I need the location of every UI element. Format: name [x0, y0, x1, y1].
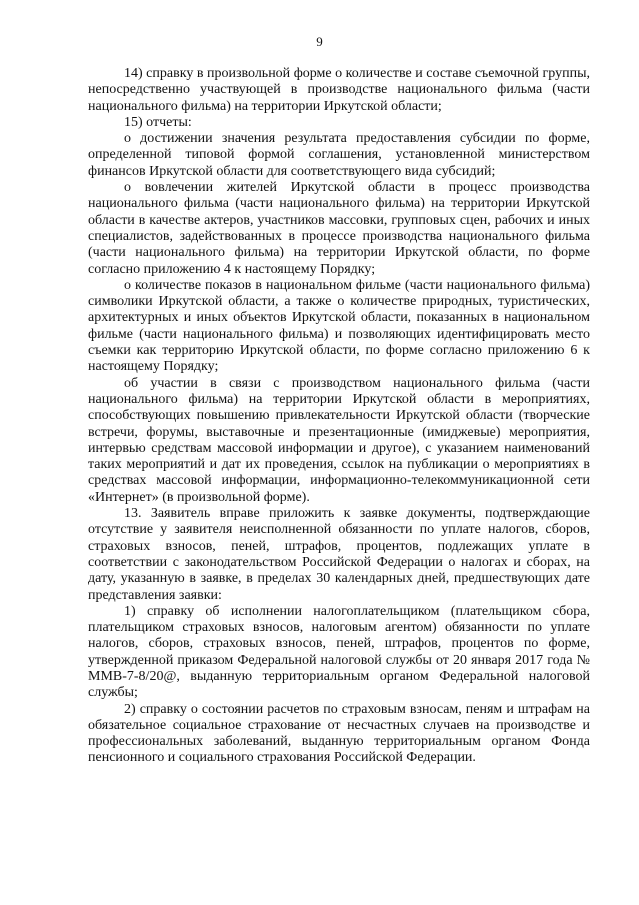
paragraph-item-1-tax-certificate: 1) справку об исполнении налогоплательщиком (плательщиком сбора, плательщиком страховых взносов, налоговым агентом) обязанности по уплате налогов, сборов, страховых взносов, пеней, штрафов, процентов по форме, утвержденной приказом Федеральной налоговой службы от 20 января 2017 года № ММВ-7-8/20@, выданную территориальным органом Федеральной налоговой службы; [88, 603, 590, 701]
paragraph-report-symbols-shown: о количестве показов в национальном фильме (части национального фильма) символики Иркутской области, а также о количестве природных, туристических, архитектурных и иных объектов Иркутской области, показанных в национальном фильме (части национального фильма) и позволяющих идентифицировать место съемки как территорию Иркутской области, по форме согласно приложению 6 к настоящему Порядку; [88, 277, 590, 375]
paragraph-report-subsidy-result: о достижении значения результата предоставления субсидии по форме, определенной типовой формой соглашения, установленной министерством финансов Иркутской области для соответствующего вида субсидий; [88, 131, 590, 179]
paragraph-report-residents-involvement: о вовлечении жителей Иркутской области в процесс производства национального фильма (части национального фильма) на территории Иркутской области в качестве актеров, участников массовки, групповых сцен, рабочих и иных специалистов, задействованных в процессе производства национального фильма (части национального фильма) на территории Иркутской области, по форме согласно приложению 4 к настоящему Порядку; [88, 180, 590, 277]
paragraph-item-14: 14) справку в произвольной форме о количестве и составе съемочной группы, непосредственно участвующей в производстве национального фильма (части национального фильма) на территории Иркутской области; [88, 66, 590, 114]
paragraph-item-15-reports: 15) отчеты: [124, 114, 192, 130]
page-number: 9 [316, 34, 323, 49]
paragraph-section-13: 13. Заявитель вправе приложить к заявке документы, подтверждающие отсутствие у заявителя неисполненной обязанности по уплате налогов, сборов, страховых взносов, пеней, штрафов, процентов, подлежащих уплате в соответствии с законодательством Российской Федерации о налогах и сборах, на дату, указанную в заявке, в пределах 30 календарных дней, предшествующих дате представления заявки: [88, 506, 590, 603]
paragraph-item-2-insurance-certificate: 2) справку о состоянии расчетов по страховым взносам, пеням и штрафам на обязательное социальное страхование от несчастных случаев на производстве и профессиональных заболеваний, выданную территориальным органом Фонда пенсионного и социального страхования Российской Федерации. [88, 701, 590, 766]
paragraph-report-events-participation: об участии в связи с производством национального фильма (части национального фильма) на территории Иркутской области в мероприятиях, способствующих повышению привлекательности Иркутской области (творческие встречи, форумы, выставочные и презентационные (имиджевые) мероприятия, интервью средствам массовой информации и другое), с указанием наименований таких мероприятий и дат их проведения, ссылок на публикации о мероприятиях в средствах массовой информации, информационно-телекоммуникационной сети «Интернет» (в произвольной форме). [88, 375, 590, 505]
document-body [88, 66, 590, 767]
